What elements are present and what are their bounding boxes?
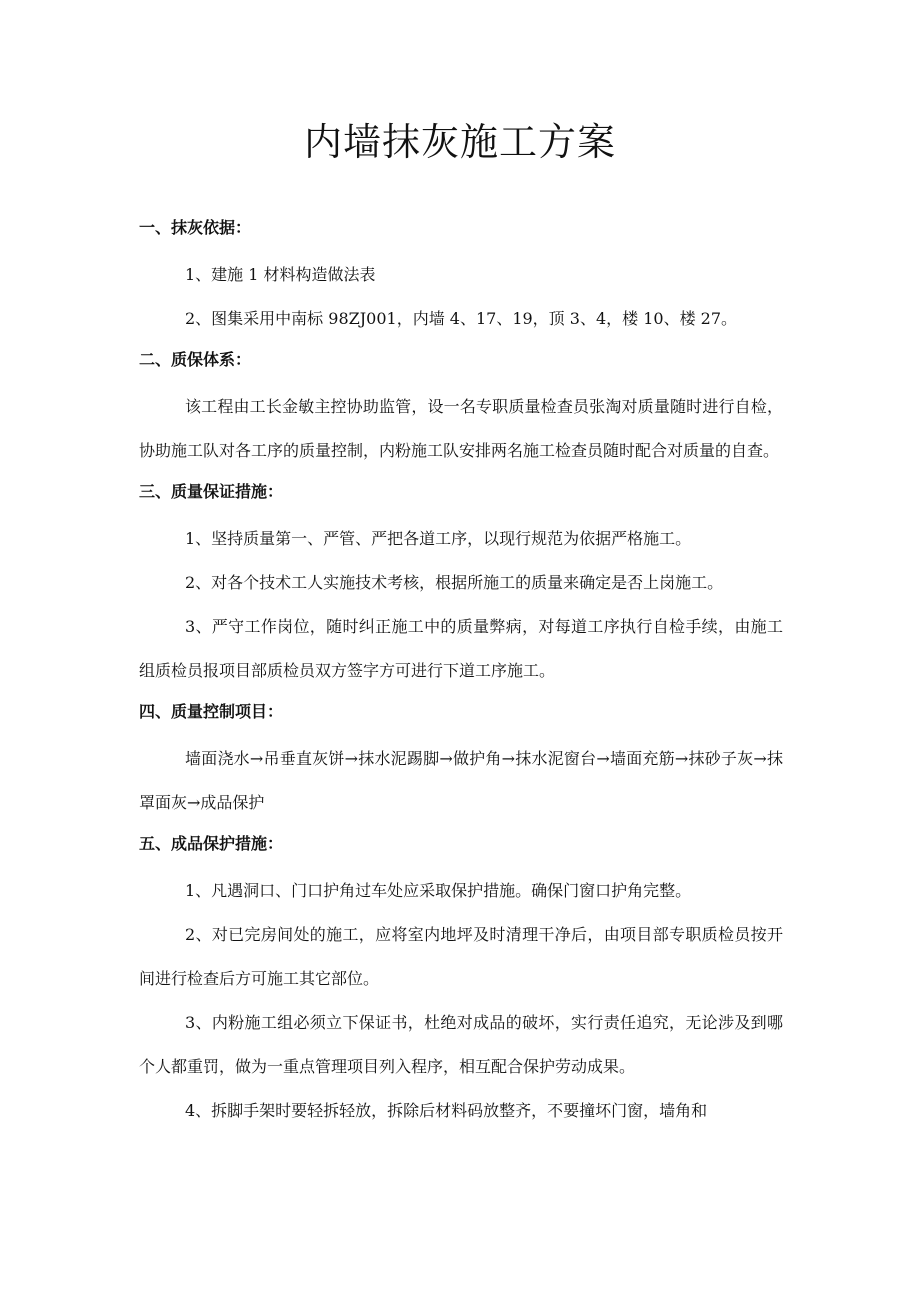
section-paragraph: 3、内粉施工组必须立下保证书，杜绝对成品的破坏，实行责任追究，无论涉及到哪个人都重罚，做为一重点管理项目列入程序，相互配合保护劳动成果。 <box>139 1013 783 1076</box>
section-heading: 二、质保体系： <box>139 350 252 369</box>
section-paragraph: 1、凡遇洞口、门口护角过车处应采取保护措施。确保门窗口护角完整。 <box>185 881 692 900</box>
section-paragraph: 2、对各个技术工人实施技术考核，根据所施工的质量来确定是否上岗施工。 <box>185 573 724 592</box>
document-title: 内墙抹灰施工方案 <box>303 120 616 164</box>
section-heading: 四、质量控制项目： <box>139 702 284 721</box>
section-heading: 五、成品保护措施： <box>139 834 284 853</box>
section-heading: 一、抹灰依据： <box>139 218 252 237</box>
section-paragraph: 墙面浇水→吊垂直灰饼→抹水泥踢脚→做护角→抹水泥窗台→墙面充筋→抹砂子灰→抹罩面灰→成品保护 <box>139 749 783 812</box>
section-paragraph: 2、对已完房间处的施工，应将室内地坪及时清理干净后，由项目部专职质检员按开间进行检查后方可施工其它部位。 <box>139 925 783 988</box>
section-heading: 三、质量保证措施： <box>139 482 284 501</box>
section-paragraph: 1、坚持质量第一、严管、严把各道工序，以现行规范为依据严格施工。 <box>185 529 692 548</box>
section-paragraph: 该工程由工长金敏主控协助监管，设一名专职质量检查员张淘对质量随时进行自检，协助施工队对各工序的质量控制，内粉施工队安排两名施工检查员随时配合对质量的自查。 <box>139 397 783 460</box>
document-body <box>139 209 783 1133</box>
section-paragraph: 1、建施 1 材料构造做法表 <box>185 265 376 284</box>
section-paragraph: 4、拆脚手架时要轻拆轻放，拆除后材料码放整齐，不要撞坏门窗，墙角和 <box>185 1101 708 1120</box>
section-paragraph: 3、严守工作岗位，随时纠正施工中的质量弊病，对每道工序执行自检手续，由施工组质检员报项目部质检员双方签字方可进行下道工序施工。 <box>139 617 783 680</box>
section-paragraph: 2、图集采用中南标 98ZJ001，内墙 4、17、19，顶 3、4，楼 10、楼 27。 <box>185 309 738 328</box>
